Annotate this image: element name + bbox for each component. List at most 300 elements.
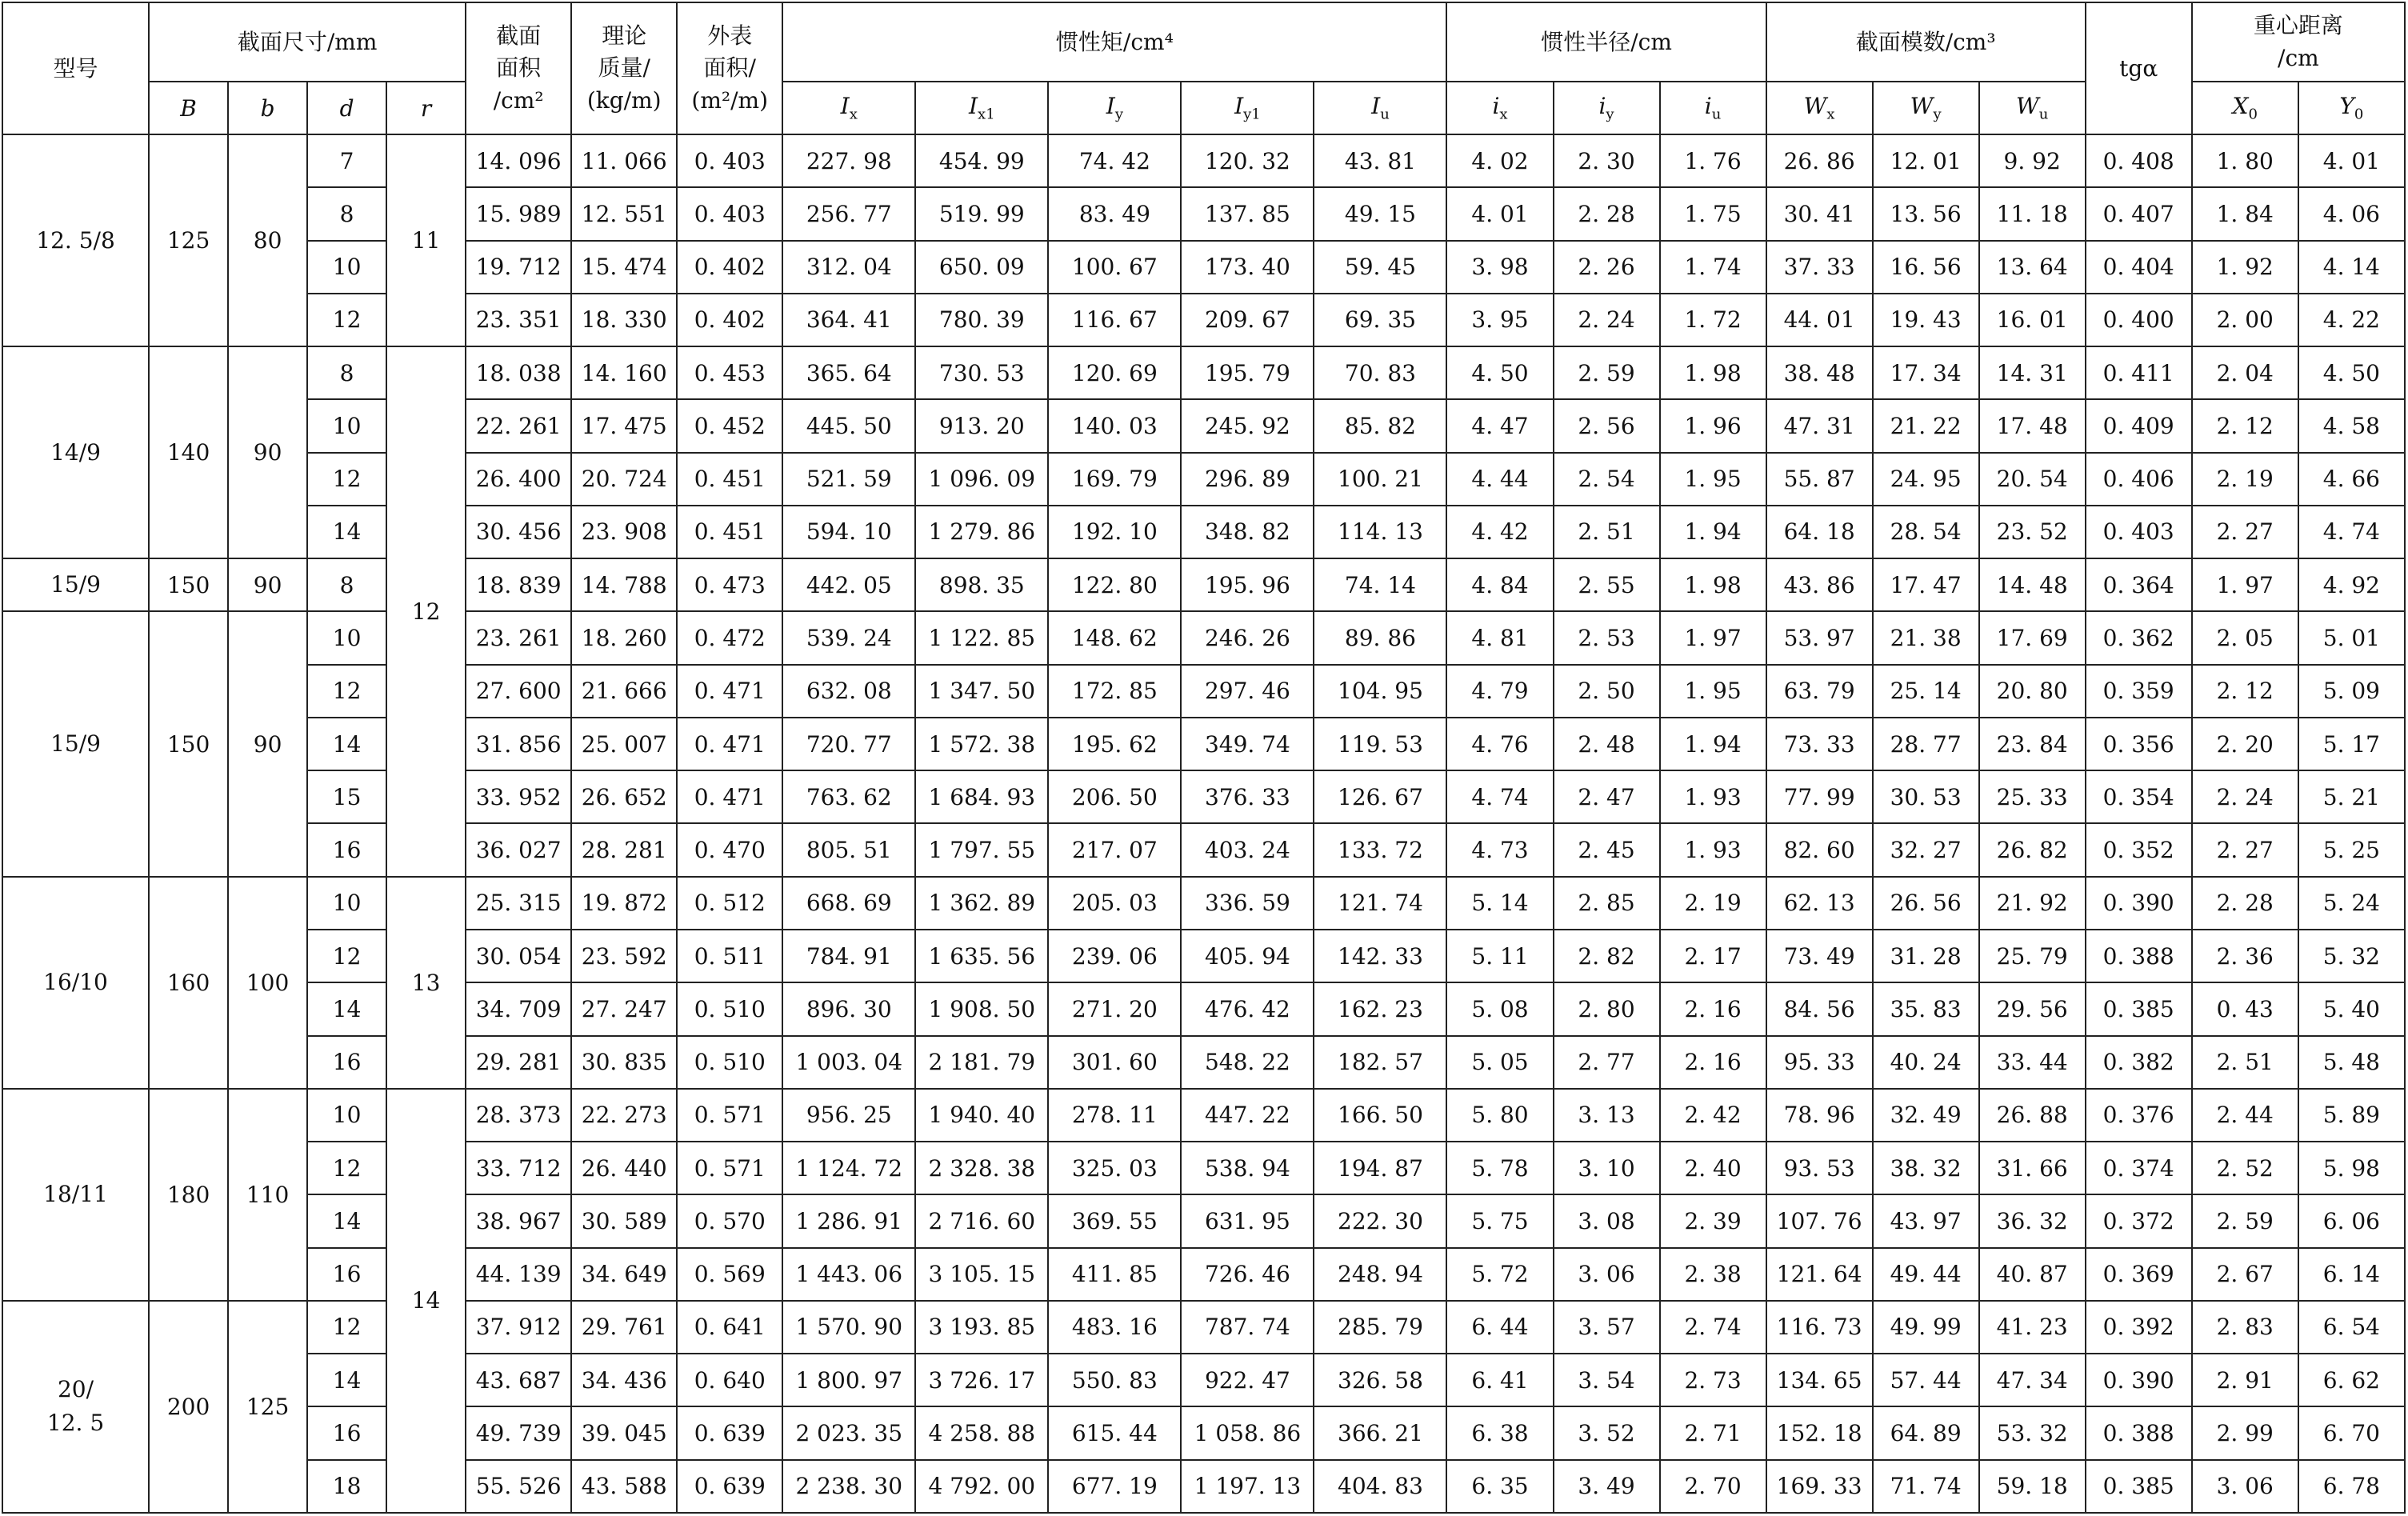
cell-value: 30. 41: [1766, 187, 1873, 240]
header-surface-line2: 面积/: [703, 54, 756, 82]
cell-value: 206. 50: [1048, 770, 1181, 823]
header-Ix: [782, 82, 915, 134]
cell-value: 119. 53: [1314, 718, 1446, 770]
cell-value: 172. 85: [1048, 665, 1181, 718]
cell-value: 0. 639: [677, 1460, 782, 1513]
cell-d: 10: [307, 877, 386, 930]
header-inertia: 惯性矩/cm⁴: [782, 2, 1446, 82]
cell-value: 21. 666: [571, 665, 677, 718]
cell-value: 192. 10: [1048, 506, 1181, 558]
cell-value: 28. 77: [1873, 718, 1979, 770]
cell-model-line: 15/9: [50, 730, 101, 758]
cell-leg-long: 160: [149, 877, 228, 1089]
cell-value: 95. 33: [1766, 1036, 1873, 1089]
cell-value: 33. 44: [1979, 1036, 2086, 1089]
header-Wy: [1873, 82, 1979, 134]
cell-value: 0. 402: [677, 294, 782, 346]
cell-value: 2. 05: [2192, 611, 2298, 664]
cell-value: 36. 027: [466, 823, 571, 876]
cell-value: 730. 53: [915, 346, 1048, 399]
cell-model-line: 14/9: [50, 438, 101, 466]
cell-value: 1 279. 86: [915, 506, 1048, 558]
header-Ix1-sub: x1: [978, 106, 995, 123]
header-tg: tgα: [2086, 2, 2192, 134]
cell-value: 27. 247: [571, 982, 677, 1035]
cell-value: 5. 32: [2298, 930, 2405, 982]
cell-value: 271. 20: [1048, 982, 1181, 1035]
table-row: [2, 399, 2405, 452]
cell-value: 0. 453: [677, 346, 782, 399]
cell-value: 26. 400: [466, 453, 571, 506]
cell-value: 40. 24: [1873, 1036, 1979, 1089]
cell-value: 36. 32: [1979, 1194, 2086, 1247]
cell-value: 29. 761: [571, 1301, 677, 1354]
cell-value: 3 105. 15: [915, 1248, 1048, 1301]
table-row: [2, 611, 2405, 664]
cell-value: 0. 390: [2086, 877, 2192, 930]
cell-value: 4. 01: [2298, 134, 2405, 187]
cell-value: 27. 600: [466, 665, 571, 718]
cell-value: 28. 54: [1873, 506, 1979, 558]
cell-d: 16: [307, 1036, 386, 1089]
cell-value: 1 684. 93: [915, 770, 1048, 823]
cell-model: [2, 134, 149, 346]
cell-value: 134. 65: [1766, 1354, 1873, 1406]
cell-value: 2. 59: [1554, 346, 1660, 399]
table-row: [2, 1354, 2405, 1406]
cell-value: 365. 64: [782, 346, 915, 399]
cell-value: 1. 74: [1660, 241, 1766, 294]
cell-value: 2. 47: [1554, 770, 1660, 823]
cell-value: 4. 22: [2298, 294, 2405, 346]
header-r: r: [386, 82, 466, 134]
header-Wu-sub: u: [2038, 106, 2049, 123]
cell-value: 2. 44: [2192, 1089, 2298, 1142]
cell-value: 376. 33: [1181, 770, 1314, 823]
cell-value: 3. 10: [1554, 1142, 1660, 1194]
cell-d: 12: [307, 1301, 386, 1354]
cell-value: 0. 640: [677, 1354, 782, 1406]
cell-value: 69. 35: [1314, 294, 1446, 346]
cell-value: 805. 51: [782, 823, 915, 876]
cell-value: 0. 570: [677, 1194, 782, 1247]
cell-value: 169. 33: [1766, 1460, 1873, 1513]
cell-value: 1. 84: [2192, 187, 2298, 240]
cell-value: 0. 388: [2086, 930, 2192, 982]
header-ix-main: i: [1492, 92, 1500, 119]
cell-value: 14. 160: [571, 346, 677, 399]
cell-value: 1 635. 56: [915, 930, 1048, 982]
cell-value: 6. 54: [2298, 1301, 2405, 1354]
cell-value: 4. 50: [2298, 346, 2405, 399]
header-Wu-main: W: [2015, 92, 2039, 119]
header-Ix-sub: x: [849, 106, 858, 123]
cell-value: 3. 98: [1446, 241, 1553, 294]
cell-value: 548. 22: [1181, 1036, 1314, 1089]
cell-value: 1 362. 89: [915, 877, 1048, 930]
cell-value: 38. 967: [466, 1194, 571, 1247]
cell-value: 100. 21: [1314, 453, 1446, 506]
cell-value: 2 238. 30: [782, 1460, 915, 1513]
cell-value: 2. 48: [1554, 718, 1660, 770]
cell-value: 53. 97: [1766, 611, 1873, 664]
cell-value: 47. 31: [1766, 399, 1873, 452]
cell-value: 14. 31: [1979, 346, 2086, 399]
cell-value: 2. 30: [1554, 134, 1660, 187]
cell-value: 248. 94: [1314, 1248, 1446, 1301]
cell-value: 2. 16: [1660, 982, 1766, 1035]
cell-value: 18. 260: [571, 611, 677, 664]
angle-steel-table: [2, 2, 2406, 1514]
header-surface: [677, 2, 782, 134]
cell-value: 0. 512: [677, 877, 782, 930]
cell-value: 30. 456: [466, 506, 571, 558]
cell-value: 6. 62: [2298, 1354, 2405, 1406]
cell-value: 6. 35: [1446, 1460, 1553, 1513]
cell-model-line: 15/9: [50, 571, 101, 598]
cell-value: 32. 27: [1873, 823, 1979, 876]
cell-value: 53. 32: [1979, 1406, 2086, 1459]
cell-value: 0. 511: [677, 930, 782, 982]
header-model: 型号: [2, 2, 149, 134]
cell-value: 4. 06: [2298, 187, 2405, 240]
cell-value: 285. 79: [1314, 1301, 1446, 1354]
cell-value: 26. 86: [1766, 134, 1873, 187]
table-row: [2, 1301, 2405, 1354]
cell-value: 2 181. 79: [915, 1036, 1048, 1089]
cell-value: 205. 03: [1048, 877, 1181, 930]
cell-value: 227. 98: [782, 134, 915, 187]
cell-value: 726. 46: [1181, 1248, 1314, 1301]
cell-model: [2, 1301, 149, 1513]
cell-value: 922. 47: [1181, 1354, 1314, 1406]
cell-value: 2. 71: [1660, 1406, 1766, 1459]
cell-value: 5. 05: [1446, 1036, 1553, 1089]
cell-value: 14. 48: [1979, 558, 2086, 611]
cell-model-line: 16/10: [43, 969, 108, 996]
cell-value: 13. 56: [1873, 187, 1979, 240]
cell-value: 763. 62: [782, 770, 915, 823]
cell-value: 720. 77: [782, 718, 915, 770]
cell-value: 122. 80: [1048, 558, 1181, 611]
cell-value: 4. 92: [2298, 558, 2405, 611]
cell-value: 2. 19: [1660, 877, 1766, 930]
cell-value: 2. 28: [1554, 187, 1660, 240]
cell-value: 73. 33: [1766, 718, 1873, 770]
cell-value: 668. 69: [782, 877, 915, 930]
cell-value: 17. 475: [571, 399, 677, 452]
cell-value: 195. 79: [1181, 346, 1314, 399]
cell-value: 0. 372: [2086, 1194, 2192, 1247]
header-Iy: [1048, 82, 1181, 134]
cell-value: 31. 856: [466, 718, 571, 770]
cell-value: 3. 54: [1554, 1354, 1660, 1406]
cell-value: 297. 46: [1181, 665, 1314, 718]
cell-value: 15. 989: [466, 187, 571, 240]
cell-value: 64. 89: [1873, 1406, 1979, 1459]
cell-value: 0. 359: [2086, 665, 2192, 718]
cell-value: 301. 60: [1048, 1036, 1181, 1089]
cell-value: 38. 48: [1766, 346, 1873, 399]
cell-value: 0. 641: [677, 1301, 782, 1354]
cell-value: 0. 382: [2086, 1036, 2192, 1089]
cell-leg-long: 200: [149, 1301, 228, 1513]
cell-value: 195. 96: [1181, 558, 1314, 611]
cell-value: 133. 72: [1314, 823, 1446, 876]
cell-value: 0. 385: [2086, 1460, 2192, 1513]
cell-value: 519. 99: [915, 187, 1048, 240]
cell-leg-short: 80: [228, 134, 307, 346]
cell-value: 5. 17: [2298, 718, 2405, 770]
cell-value: 5. 72: [1446, 1248, 1553, 1301]
cell-value: 2. 52: [2192, 1142, 2298, 1194]
cell-value: 2. 54: [1554, 453, 1660, 506]
cell-value: 2. 51: [2192, 1036, 2298, 1089]
header-iu-sub: u: [1711, 106, 1722, 123]
cell-value: 2. 85: [1554, 877, 1660, 930]
cell-value: 1. 76: [1660, 134, 1766, 187]
cell-value: 0. 404: [2086, 241, 2192, 294]
cell-value: 20. 54: [1979, 453, 2086, 506]
cell-value: 84. 56: [1766, 982, 1873, 1035]
cell-value: 1 124. 72: [782, 1142, 915, 1194]
cell-value: 631. 95: [1181, 1194, 1314, 1247]
header-Y0-sub: 0: [2354, 106, 2364, 123]
cell-value: 5. 75: [1446, 1194, 1553, 1247]
cell-value: 43. 687: [466, 1354, 571, 1406]
cell-value: 74. 14: [1314, 558, 1446, 611]
cell-value: 2. 19: [2192, 453, 2298, 506]
cell-value: 5. 14: [1446, 877, 1553, 930]
cell-value: 2. 24: [2192, 770, 2298, 823]
cell-d: 14: [307, 1354, 386, 1406]
cell-value: 116. 73: [1766, 1301, 1873, 1354]
cell-value: 5. 08: [1446, 982, 1553, 1035]
cell-value: 169. 79: [1048, 453, 1181, 506]
cell-value: 40. 87: [1979, 1248, 2086, 1301]
cell-value: 25. 007: [571, 718, 677, 770]
cell-value: 0. 451: [677, 453, 782, 506]
header-Iu-sub: u: [1380, 106, 1390, 123]
cell-value: 4. 81: [1446, 611, 1553, 664]
cell-value: 83. 49: [1048, 187, 1181, 240]
header-Wx: [1766, 82, 1873, 134]
cell-value: 0. 510: [677, 982, 782, 1035]
cell-value: 1. 93: [1660, 770, 1766, 823]
cell-value: 403. 24: [1181, 823, 1314, 876]
cell-value: 1 197. 13: [1181, 1460, 1314, 1513]
cell-value: 166. 50: [1314, 1089, 1446, 1142]
cell-value: 55. 526: [466, 1460, 571, 1513]
cell-value: 24. 95: [1873, 453, 1979, 506]
cell-value: 349. 74: [1181, 718, 1314, 770]
cell-value: 21. 22: [1873, 399, 1979, 452]
cell-value: 4. 79: [1446, 665, 1553, 718]
cell-d: 14: [307, 982, 386, 1035]
cell-value: 15. 474: [571, 241, 677, 294]
cell-value: 1. 95: [1660, 665, 1766, 718]
cell-value: 59. 18: [1979, 1460, 2086, 1513]
cell-value: 182. 57: [1314, 1036, 1446, 1089]
cell-value: 64. 18: [1766, 506, 1873, 558]
cell-value: 0. 411: [2086, 346, 2192, 399]
header-mass-line2: 质量/: [598, 54, 650, 82]
cell-value: 369. 55: [1048, 1194, 1181, 1247]
cell-leg-long: 125: [149, 134, 228, 346]
cell-value: 0. 571: [677, 1089, 782, 1142]
cell-value: 5. 09: [2298, 665, 2405, 718]
cell-value: 1 286. 91: [782, 1194, 915, 1247]
cell-value: 6. 38: [1446, 1406, 1553, 1459]
cell-value: 0. 406: [2086, 453, 2192, 506]
cell-value: 1 003. 04: [782, 1036, 915, 1089]
cell-value: 2. 51: [1554, 506, 1660, 558]
cell-value: 1. 98: [1660, 558, 1766, 611]
cell-value: 82. 60: [1766, 823, 1873, 876]
cell-value: 2. 39: [1660, 1194, 1766, 1247]
cell-value: 2. 16: [1660, 1036, 1766, 1089]
cell-value: 6. 06: [2298, 1194, 2405, 1247]
cell-value: 2. 26: [1554, 241, 1660, 294]
cell-value: 2. 24: [1554, 294, 1660, 346]
cell-value: 2. 53: [1554, 611, 1660, 664]
cell-value: 0. 451: [677, 506, 782, 558]
cell-model: [2, 558, 149, 611]
cell-d: 10: [307, 611, 386, 664]
cell-value: 13. 64: [1979, 241, 2086, 294]
cell-value: 70. 83: [1314, 346, 1446, 399]
cell-value: 2. 40: [1660, 1142, 1766, 1194]
cell-value: 25. 79: [1979, 930, 2086, 982]
cell-value: 0. 409: [2086, 399, 2192, 452]
table-row: [2, 294, 2405, 346]
cell-value: 0. 471: [677, 770, 782, 823]
cell-value: 5. 98: [2298, 1142, 2405, 1194]
cell-value: 4. 42: [1446, 506, 1553, 558]
cell-value: 142. 33: [1314, 930, 1446, 982]
header-B: B: [149, 82, 228, 134]
cell-value: 59. 45: [1314, 241, 1446, 294]
header-modulus: 截面模数/cm³: [1766, 2, 2086, 82]
cell-value: 19. 43: [1873, 294, 1979, 346]
cell-value: 43. 86: [1766, 558, 1873, 611]
header-Ix1: [915, 82, 1048, 134]
header-ix: [1446, 82, 1553, 134]
cell-value: 194. 87: [1314, 1142, 1446, 1194]
table-row: [2, 1460, 2405, 1513]
cell-value: 26. 88: [1979, 1089, 2086, 1142]
cell-leg-short: 90: [228, 558, 307, 611]
cell-value: 195. 62: [1048, 718, 1181, 770]
cell-value: 1. 97: [2192, 558, 2298, 611]
header-Iy1: [1181, 82, 1314, 134]
table-row: [2, 506, 2405, 558]
cell-value: 47. 34: [1979, 1354, 2086, 1406]
cell-value: 2. 12: [2192, 665, 2298, 718]
cell-value: 4. 66: [2298, 453, 2405, 506]
cell-d: 14: [307, 718, 386, 770]
cell-value: 550. 83: [1048, 1354, 1181, 1406]
cell-value: 521. 59: [782, 453, 915, 506]
cell-value: 364. 41: [782, 294, 915, 346]
cell-value: 30. 53: [1873, 770, 1979, 823]
cell-value: 1. 93: [1660, 823, 1766, 876]
cell-value: 31. 66: [1979, 1142, 2086, 1194]
cell-value: 9. 92: [1979, 134, 2086, 187]
cell-d: 18: [307, 1460, 386, 1513]
cell-value: 23. 908: [571, 506, 677, 558]
cell-value: 278. 11: [1048, 1089, 1181, 1142]
cell-value: 32. 49: [1873, 1089, 1979, 1142]
cell-model-line: 18/11: [43, 1181, 108, 1208]
cell-value: 1. 98: [1660, 346, 1766, 399]
header-centroid-line2: /cm: [2278, 44, 2319, 71]
cell-value: 0. 376: [2086, 1089, 2192, 1142]
cell-value: 21. 92: [1979, 877, 2086, 930]
cell-value: 787. 74: [1181, 1301, 1314, 1354]
cell-value: 454. 99: [915, 134, 1048, 187]
table-row: [2, 1194, 2405, 1247]
cell-value: 325. 03: [1048, 1142, 1181, 1194]
cell-value: 2. 38: [1660, 1248, 1766, 1301]
cell-value: 4. 50: [1446, 346, 1553, 399]
cell-value: 538. 94: [1181, 1142, 1314, 1194]
cell-value: 0. 471: [677, 665, 782, 718]
table-row: [2, 134, 2405, 187]
cell-value: 3. 52: [1554, 1406, 1660, 1459]
cell-value: 28. 281: [571, 823, 677, 876]
cell-value: 19. 712: [466, 241, 571, 294]
cell-value: 0. 402: [677, 241, 782, 294]
header-centroid: [2192, 2, 2405, 82]
cell-value: 2. 28: [2192, 877, 2298, 930]
cell-value: 49. 44: [1873, 1248, 1979, 1301]
cell-value: 1. 92: [2192, 241, 2298, 294]
cell-value: 73. 49: [1766, 930, 1873, 982]
cell-value: 11. 066: [571, 134, 677, 187]
cell-value: 26. 652: [571, 770, 677, 823]
cell-value: 4. 14: [2298, 241, 2405, 294]
cell-value: 43. 588: [571, 1460, 677, 1513]
cell-value: 594. 10: [782, 506, 915, 558]
cell-value: 6. 44: [1446, 1301, 1553, 1354]
cell-value: 3. 08: [1554, 1194, 1660, 1247]
cell-value: 0. 369: [2086, 1248, 2192, 1301]
header-iy-sub: y: [1606, 106, 1614, 123]
cell-value: 2. 50: [1554, 665, 1660, 718]
cell-value: 114. 13: [1314, 506, 1446, 558]
cell-value: 1. 97: [1660, 611, 1766, 664]
cell-value: 16. 56: [1873, 241, 1979, 294]
cell-value: 650. 09: [915, 241, 1048, 294]
cell-value: 18. 330: [571, 294, 677, 346]
cell-value: 4. 73: [1446, 823, 1553, 876]
header-Iy-sub: y: [1114, 106, 1123, 123]
cell-value: 677. 19: [1048, 1460, 1181, 1513]
cell-value: 29. 281: [466, 1036, 571, 1089]
cell-value: 2 328. 38: [915, 1142, 1048, 1194]
header-section-size: 截面尺寸/mm: [149, 2, 466, 82]
cell-value: 26. 82: [1979, 823, 2086, 876]
cell-d: 7: [307, 134, 386, 187]
header-Wy-main: W: [1910, 92, 1934, 119]
cell-value: 121. 64: [1766, 1248, 1873, 1301]
cell-value: 483. 16: [1048, 1301, 1181, 1354]
cell-value: 77. 99: [1766, 770, 1873, 823]
cell-value: 222. 30: [1314, 1194, 1446, 1247]
cell-value: 2. 83: [2192, 1301, 2298, 1354]
cell-value: 78. 96: [1766, 1089, 1873, 1142]
